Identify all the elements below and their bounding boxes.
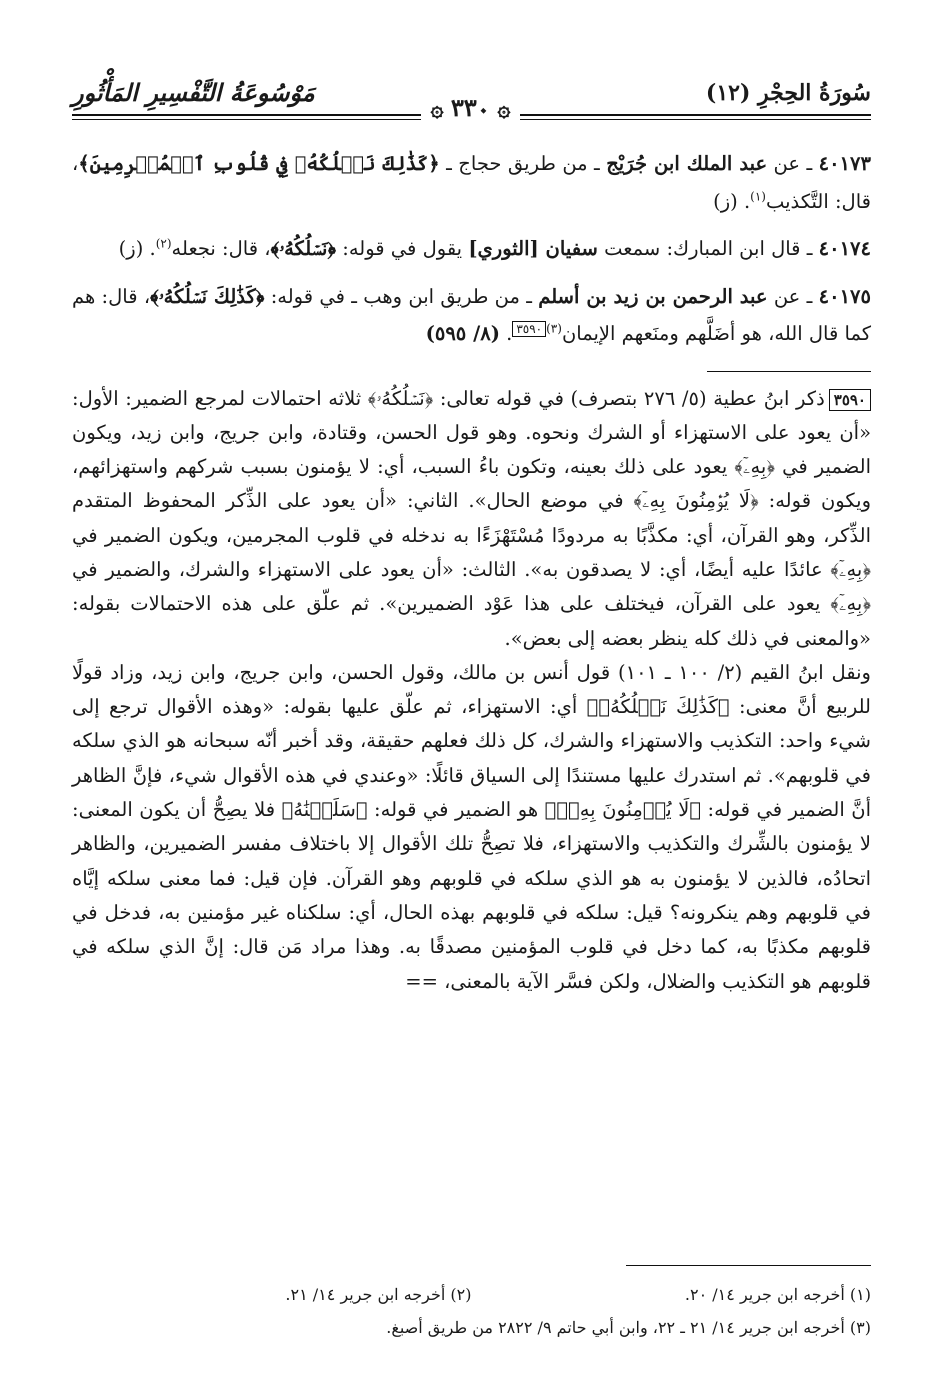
entry-text: ـ قال ابن المبارك: سمعت xyxy=(597,237,819,260)
entry-tail: . (ز) xyxy=(713,189,751,213)
quran-verse: ﴿كَذَٰلِكَ نَسۡلُكُهُۥ﴾ xyxy=(150,284,265,308)
entry-number: ٤٠١٧٤ xyxy=(818,237,871,260)
commentary-paragraph xyxy=(72,382,871,656)
entry-text: ، قال: نجعله xyxy=(171,237,271,260)
footnote-3: (٣) أخرجه ابن جرير ١٤/ ٢١ ـ ٢٢، وابن أبي حاتم ٩/ ٢٨٢٢ من طريق أصبغ. xyxy=(386,1318,871,1337)
narrator-name: عبد الملك ابن جُرَيْج xyxy=(606,152,768,175)
narrator-name: سفيان [الثوري] xyxy=(468,237,598,260)
section-divider xyxy=(707,371,871,372)
main-content xyxy=(72,145,871,999)
commentary-paragraph xyxy=(72,656,871,999)
footnote-rule xyxy=(626,1265,871,1266)
entry-number: ٤٠١٧٣ xyxy=(818,152,871,175)
footnote-marker[interactable]: (٢) xyxy=(155,236,172,251)
footnotes xyxy=(72,1278,871,1344)
page-number: ۞ ٣٣٠ ۞ xyxy=(0,96,941,122)
narration-entry xyxy=(72,230,871,268)
narration-entry xyxy=(72,145,871,220)
book-title: مَوْسُوعَةُ التَّفْسِيرِ المَأْثُورِ xyxy=(72,78,315,107)
entry-text: ـ عن xyxy=(767,152,819,175)
footnote-marker[interactable]: (٣) xyxy=(546,321,562,336)
footnote-row xyxy=(72,1278,871,1311)
commentary-text: ذكر ابنُ عطية (٥/ ٢٧٦ بتصرف) في قوله تعالى: ﴿نَسۡلُكُهُۥ﴾ ثلاثه احتمالات لمرجع الضمير: الأول: «أن يعود على الاستهزاء أو الشرك ونحوه. وهو قول الحسن، وقتادة، وابن جريج، وابن زيد، ويكون الضمير في ﴿بِهِۦٓ﴾ يعود على ذلك بعينه، وتكون باءُ السبب، أي: لا يؤمنون بسبب شركهم واستهزائهم، ويكون قوله: ﴿لَا يُؤۡمِنُونَ بِهِۦٓ﴾ في موضع الحال». الثاني: «أن يعود على الذِّكر المحفوظ المتقدم الذِّكر، وهو القرآن، أي: مكذَّبًا به مردودًا مُسْتَهْزَءًا به ندخله في قلوب المجرمين، ويكون الضمير في ﴿بِهِۦٓ﴾ عائدًا عليه أيضًا، أي: لا يصدقون به». الثالث: «أن يعود على الاستهزاء والشرك، والضمير في ﴿بِهِۦٓ﴾ يعود على القرآن، فيختلف على هذا عَوْد الضميرين». ثم علّق على هذه الاحتمالات بقوله: «والمعنى في ذلك كله ينظر بعضه إلى بعض». xyxy=(72,386,871,650)
narrator-name: عبد الرحمن بن زيد بن أسلم xyxy=(538,284,768,308)
commentary-block xyxy=(72,382,871,999)
footnote-1: (١) أخرجه ابن جرير ١٤/ ٢٠. xyxy=(684,1285,871,1304)
footnote-2: (٢) أخرجه ابن جرير ١٤/ ٢١. xyxy=(285,1285,472,1304)
entry-tail: . xyxy=(499,322,513,345)
footnote-marker[interactable]: (١) xyxy=(750,189,766,203)
entry-text: ـ عن xyxy=(767,284,819,308)
entry-text: ، قال: هم كما قال الله، هو أضَلَّهم ومنَعهم الإيمان xyxy=(72,284,871,345)
entry-text: يقول في قوله: xyxy=(336,237,469,260)
entry-number: ٤٠١٧٥ xyxy=(818,284,872,308)
quran-verse: ﴿كَذَٰلِكَ نَسۡلُكُهُۥ فِي قُلُوبِ ٱلۡمُجۡرِمِينَ﴾ xyxy=(78,152,440,175)
entry-text: ـ من طريق ابن وهب ـ في قوله: xyxy=(264,284,539,308)
surah-title: سُورَةُ الحِجْرِ (١٢) xyxy=(705,80,871,106)
commentary-number-box: ٣٥٩٠ xyxy=(829,389,871,411)
entry-text: ـ من طريق حجاج ـ xyxy=(439,152,607,175)
commentary-link-box[interactable]: ٣٥٩٠ xyxy=(512,321,546,337)
source-reference: (٨/ ٥٩٥) xyxy=(425,322,500,345)
commentary-text: ونقل ابنُ القيم (٢/ ١٠٠ ـ ١٠١) قول أنس بن مالك، وقول الحسن، وابن جريج، وابن زيد، وزاد قولًا للربيع أنَّ معنى: ﴿كَذَٰلِكَ نَسۡلُكُهُۥ﴾ أي: الاستهزاء، ثم علّق عليها بقوله: «وهذه الأقوال ترجع إلى شيء واحد: التكذيب والاستهزاء والشرك، كل ذلك فعلهم حقيقة، وقد أخبر أنّه سبحانه هو الذي سلكه في قلوبهم». ثم استدرك عليها مستندًا إلى السياق قائلًا: «وعندي في هذه الأقوال شيء، فإنَّ الظاهر أنَّ الضمير في قوله: ﴿لَا يُؤۡمِنُونَ بِهِۦٓ﴾ هو الضمير في قوله: ﴿سَلَكۡنَٰهُ﴾ فلا يصِحُّ أن يكون المعنى: لا يؤمنون بالشِّرك والتكذيب والاستهزاء، فلا تصِحُّ تلك الأقوال إلا باختلاف مفسر الضميرين، والظاهر اتحادُه، فالذين لا يؤمنون به هو الذي سلكه في قلوبهم وهو القرآن. فإن قيل: فما معنى سلكه إيَّاه في قلوبهم وهم ينكرونه؟ قيل: سلكه في قلوبهم بهذه الحال، أي: سلكناه غير مؤمنين به، فدخل في قلوبهم مكذبًا به، كما دخل في قلوب المؤمنين مصدقًا به. وهذا مراد مَن قال: إنَّ الذي سلكه في قلوبهم هو التكذيب والضلال، ولكن فسَّر الآية بالمعنى، == xyxy=(72,660,871,993)
narration-entry xyxy=(72,278,871,353)
entry-tail: . (ز) xyxy=(118,237,156,260)
quran-verse: ﴿نَسۡلُكُهُۥ﴾ xyxy=(270,237,337,260)
entry-text: ، قال: التَّكذيب xyxy=(72,152,871,213)
